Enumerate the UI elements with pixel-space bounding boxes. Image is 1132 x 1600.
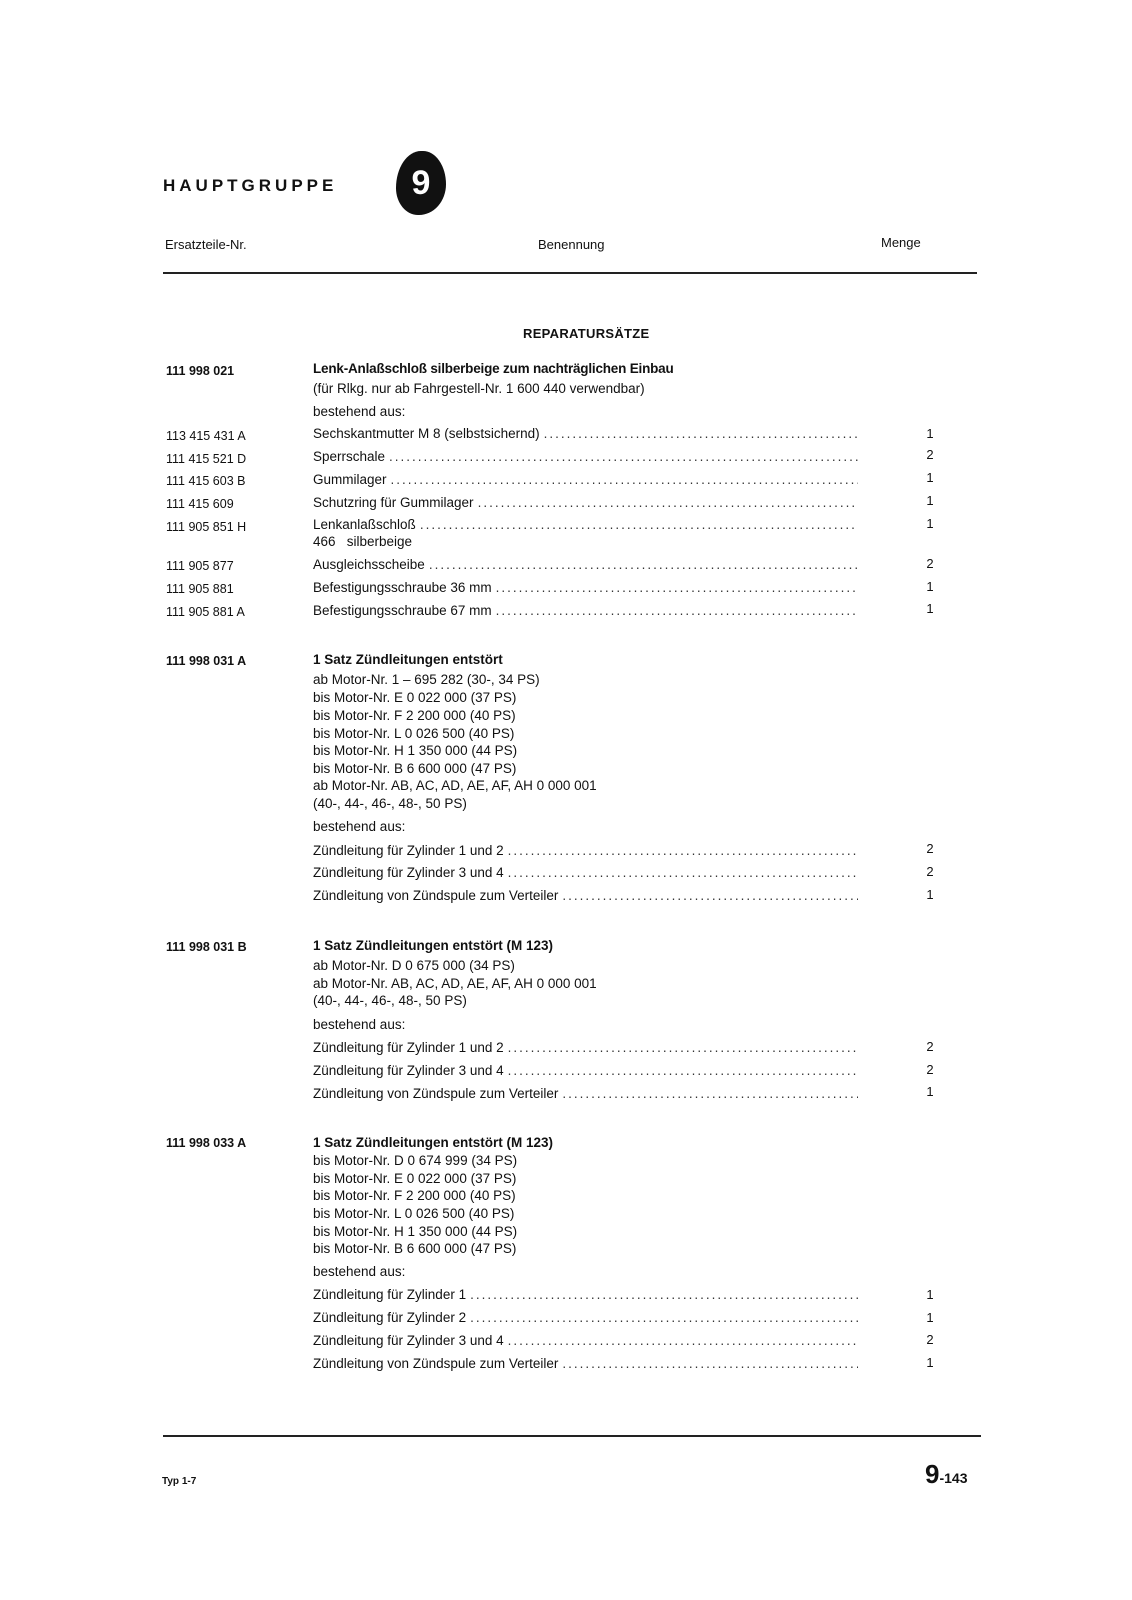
leader-dots: [508, 1332, 858, 1350]
kit-note: ab Motor-Nr. 1 – 695 282 (30-, 34 PS): [313, 672, 540, 687]
page-number-main: 9: [925, 1459, 940, 1489]
kit-item: [313, 1309, 858, 1327]
item-part-number: 111 905 877: [166, 559, 234, 573]
type-label: Typ 1-7: [162, 1476, 197, 1487]
item-quantity: 2: [926, 1062, 934, 1077]
kit-item: [313, 448, 858, 466]
item-part-number: 111 415 603 B: [166, 474, 246, 488]
kit-note: ab Motor-Nr. D 0 675 000 (34 PS): [313, 958, 515, 973]
leader-dots: [508, 842, 858, 860]
kit-part-number: 111 998 031 B: [166, 940, 247, 954]
kit-title: Lenk-Anlaßschloß silberbeige zum nachträglichen Einbau: [313, 361, 674, 376]
item-part-number: 111 905 881: [166, 582, 234, 596]
leader-dots: [562, 1085, 858, 1103]
item-label: Sperrschale: [313, 449, 386, 464]
item-quantity: 2: [926, 447, 934, 462]
item-label: Zündleitung für Zylinder 3 und 4: [313, 1063, 504, 1078]
kit-item: [313, 602, 858, 620]
item-quantity: 1: [926, 1287, 934, 1302]
kit-note: bis Motor-Nr. H 1 350 000 (44 PS): [313, 743, 518, 758]
kit-item: [313, 1286, 858, 1304]
column-header-designation: Benennung: [538, 237, 605, 252]
leader-dots: [496, 602, 858, 620]
leader-dots: [420, 516, 858, 534]
item-part-number: 111 905 881 A: [166, 605, 245, 619]
kit-part-number: 111 998 031 A: [166, 654, 247, 668]
main-group-title: HAUPTGRUPPE: [163, 176, 338, 195]
kit-note: bestehend aus:: [313, 1017, 406, 1032]
item-label: Zündleitung von Zündspule zum Verteiler: [313, 888, 559, 903]
column-header-part-number: Ersatzteile-Nr.: [165, 237, 247, 252]
group-number-badge: [396, 151, 446, 215]
item-label: Zündleitung für Zylinder 1 und 2: [313, 843, 504, 858]
item-quantity: 2: [926, 1039, 934, 1054]
item-quantity: 2: [926, 556, 934, 571]
item-label: Zündleitung von Zündspule zum Verteiler: [313, 1356, 559, 1371]
item-quantity: 1: [926, 516, 934, 531]
column-header-quantity: Menge: [881, 235, 921, 250]
kit-item: [313, 471, 858, 489]
kit-note: bis Motor-Nr. D 0 674 999 (34 PS): [313, 1153, 518, 1168]
item-part-number: 111 905 851 H: [166, 520, 247, 534]
page-number-sub: -143: [939, 1470, 968, 1486]
item-part-number: 111 415 609: [166, 497, 234, 511]
page-number: [925, 1459, 968, 1490]
kit-item: [313, 425, 858, 443]
kit-note: bis Motor-Nr. F 2 200 000 (40 PS): [313, 1188, 516, 1203]
group-number: 9: [411, 163, 431, 202]
item-quantity: 1: [926, 1084, 934, 1099]
kit-item: [313, 1039, 858, 1057]
kit-note: bestehend aus:: [313, 1264, 406, 1279]
leader-dots: [496, 579, 858, 597]
item-quantity: 1: [926, 493, 934, 508]
kit-item: [313, 556, 858, 574]
item-quantity: 1: [926, 1310, 934, 1325]
item-label: Befestigungsschraube 67 mm: [313, 603, 492, 618]
item-quantity: 1: [926, 470, 934, 485]
item-quantity: 2: [926, 1332, 934, 1347]
kit-item: [313, 516, 858, 534]
leader-dots: [562, 1355, 858, 1373]
leader-dots: [508, 1062, 858, 1080]
item-label: Zündleitung für Zylinder 1: [313, 1287, 467, 1302]
leader-dots: [508, 1039, 858, 1057]
kit-item: [313, 864, 858, 882]
item-part-number: 111 415 521 D: [166, 452, 247, 466]
item-label: Zündleitung für Zylinder 3 und 4: [313, 865, 504, 880]
kit-note: ab Motor-Nr. AB, AC, AD, AE, AF, AH 0 000 001: [313, 976, 597, 991]
kit-note: bis Motor-Nr. B 6 600 000 (47 PS): [313, 1241, 517, 1256]
kit-note: (für Rlkg. nur ab Fahrgestell-Nr. 1 600 440 verwendbar): [313, 381, 645, 396]
item-label: Zündleitung für Zylinder 2: [313, 1310, 467, 1325]
kit-note: bis Motor-Nr. L 0 026 500 (40 PS): [313, 726, 515, 741]
kit-item: [313, 1062, 858, 1080]
footer-divider: [163, 1435, 981, 1437]
kit-note: bis Motor-Nr. L 0 026 500 (40 PS): [313, 1206, 515, 1221]
item-label: Zündleitung für Zylinder 1 und 2: [313, 1040, 504, 1055]
leader-dots: [429, 556, 858, 574]
leader-dots: [562, 887, 858, 905]
header-divider: [163, 272, 977, 274]
item-quantity: 1: [926, 579, 934, 594]
kit-item: [313, 842, 858, 860]
item-quantity: 1: [926, 426, 934, 441]
kit-item: [313, 1355, 858, 1373]
item-quantity: 2: [926, 864, 934, 879]
kit-note: bestehend aus:: [313, 819, 406, 834]
kit-item: [313, 579, 858, 597]
leader-dots: [478, 494, 858, 512]
item-label: Schutzring für Gummilager: [313, 495, 474, 510]
kit-title: 1 Satz Zündleitungen entstört (M 123): [313, 1135, 554, 1150]
item-label: Sechskantmutter M 8 (selbstsichernd): [313, 426, 540, 441]
item-label: Befestigungsschraube 36 mm: [313, 580, 492, 595]
kit-title: 1 Satz Zündleitungen entstört (M 123): [313, 938, 554, 953]
item-quantity: 1: [926, 1355, 934, 1370]
item-label: Lenkanlaßschloß: [313, 517, 416, 532]
leader-dots: [470, 1309, 858, 1327]
item-quantity: 1: [926, 887, 934, 902]
kit-note: bis Motor-Nr. E 0 022 000 (37 PS): [313, 1171, 517, 1186]
item-part-number: 113 415 431 A: [166, 429, 246, 443]
kit-note: bis Motor-Nr. F 2 200 000 (40 PS): [313, 708, 516, 723]
kit-note: ab Motor-Nr. AB, AC, AD, AE, AF, AH 0 000 001: [313, 778, 597, 793]
kit-note: (40-, 44-, 46-, 48-, 50 PS): [313, 796, 467, 811]
kit-item: [313, 1332, 858, 1350]
kit-note: bis Motor-Nr. E 0 022 000 (37 PS): [313, 690, 517, 705]
kit-item: [313, 887, 858, 905]
item-label: Ausgleichsscheibe: [313, 557, 425, 572]
section-heading: REPARATURSÄTZE: [523, 326, 650, 341]
leader-dots: [389, 448, 858, 466]
kit-part-number: 111 998 033 A: [166, 1136, 247, 1150]
kit-note: bis Motor-Nr. H 1 350 000 (44 PS): [313, 1224, 518, 1239]
item-label: Zündleitung von Zündspule zum Verteiler: [313, 1086, 559, 1101]
item-quantity: 2: [926, 841, 934, 856]
item-label-continuation: 466 silberbeige: [313, 534, 413, 549]
leader-dots: [470, 1286, 858, 1304]
item-quantity: 1: [926, 601, 934, 616]
kit-item: [313, 1085, 858, 1103]
kit-title: 1 Satz Zündleitungen entstört: [313, 652, 503, 667]
kit-note: bis Motor-Nr. B 6 600 000 (47 PS): [313, 761, 517, 776]
leader-dots: [508, 864, 858, 882]
kit-note: bestehend aus:: [313, 404, 406, 419]
kit-item: [313, 494, 858, 512]
leader-dots: [391, 471, 858, 489]
kit-note: (40-, 44-, 46-, 48-, 50 PS): [313, 993, 467, 1008]
leader-dots: [544, 425, 858, 443]
kit-part-number: 111 998 021: [166, 364, 235, 378]
item-label: Gummilager: [313, 472, 387, 487]
item-label: Zündleitung für Zylinder 3 und 4: [313, 1333, 504, 1348]
